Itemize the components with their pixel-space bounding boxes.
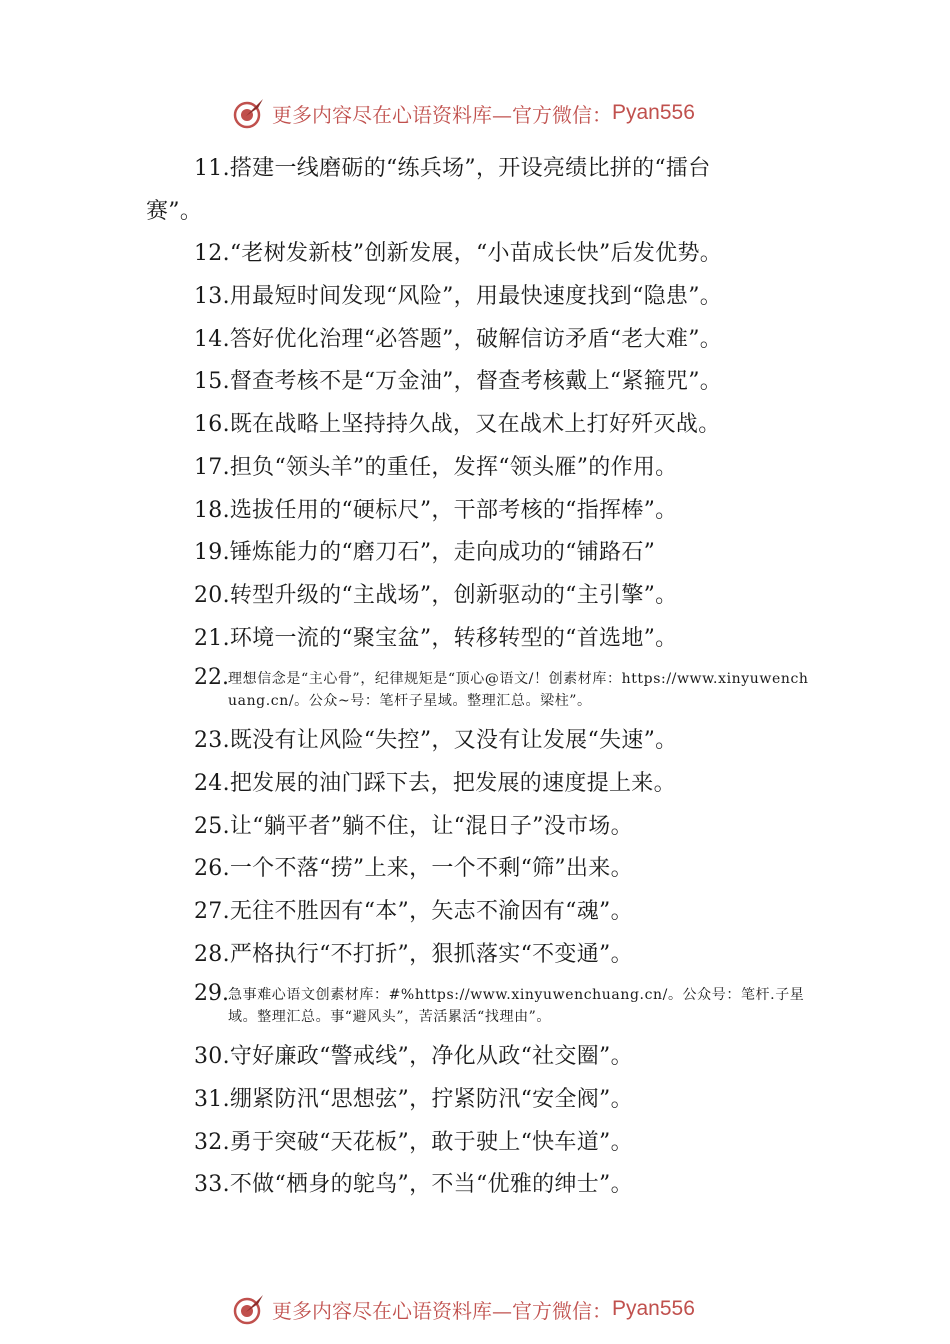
- banner-text: 更多内容尽在心语资料库—官方微信：: [272, 1298, 612, 1323]
- list-item-28: 28.严格执行“不打折”，狠抓落实“不变通”。: [194, 941, 633, 967]
- list-item-31: 31.绷紧防汛“思想弦”，拧紧防汛“安全阀”。: [194, 1087, 633, 1113]
- quill-logo-icon: [232, 96, 266, 130]
- list-item-16: 16.既在战略上坚持持久战，又在战术上打好歼灭战。: [194, 412, 721, 438]
- list-item-12: 12.“老树发新枝”创新发展，“小苗成长快”后发优势。: [194, 241, 723, 267]
- banner-wechat-id: Pyan556: [612, 101, 695, 124]
- quill-logo-icon: [232, 1292, 266, 1326]
- list-item-26: 26.一个不落“捞”上来，一个不剩“筛”出来。: [194, 856, 633, 882]
- list-item-29: [146, 976, 806, 1036]
- list-item-22-number: 22.: [194, 665, 229, 691]
- list-item-18: 18.选拔任用的“硬标尺”，干部考核的“指挥棒”。: [194, 497, 678, 523]
- banner-wechat-id: Pyan556: [612, 1297, 695, 1320]
- list-item-27: 27.无往不胜因有“本”，矢志不渝因有“魂”。: [194, 899, 633, 924]
- list-item-13: 13.用最短时间发现“风险”，用最快速度找到“隐患”。: [194, 284, 723, 310]
- list-item-22: [146, 660, 809, 720]
- list-item-15: 15.督查考核不是“万金油”，督查考核戴上“紧箍咒”。: [194, 369, 723, 395]
- footer-banner: [232, 1292, 695, 1326]
- list-item-29-text: 急事难心语文创素材库：#%https://www.xinyuwenchuang.cn/。公众号：笔杆.子星域。整理汇总。事“避风头”，苦活累活“找理由”。: [228, 987, 805, 1026]
- list-item-17: 17.担负“领头羊”的重任，发挥“领头雁”的作用。: [194, 454, 678, 480]
- list-item-11-cont: 赛”。: [146, 198, 203, 224]
- list-item-14: 14.答好优化治理“必答题”，破解信访矛盾“老大难”。: [194, 326, 723, 352]
- header-banner: [232, 96, 695, 130]
- list-item-20: 20.转型升级的“主战场”，创新驱动的“主引擎”。: [194, 582, 678, 608]
- list-item-29-number: 29.: [194, 981, 229, 1007]
- list-item-19: 19.锤炼能力的“磨刀石”，走向成功的“铺路石”: [194, 540, 656, 566]
- list-item-33: 33.不做“栖身的鸵鸟”，不当“优雅的绅士”。: [194, 1172, 633, 1198]
- list-item-21: 21.环境一流的“聚宝盆”，转移转型的“首选地”。: [194, 625, 678, 651]
- list-item-11: 11.搭建一线磨砺的“练兵场”，开设亮绩比拼的“擂台: [194, 156, 711, 181]
- list-item-24: 24.把发展的油门踩下去，把发展的速度提上来。: [194, 770, 676, 796]
- document-body: [146, 148, 809, 1207]
- list-item-30: 30.守好廉政“警戒线”，净化从政“社交圈”。: [194, 1044, 633, 1070]
- list-item-25: 25.让“躺平者”躺不住，让“混日子”没市场。: [194, 813, 633, 839]
- list-item-23: 23.既没有让风险“失控”，又没有让发展“失速”。: [194, 728, 678, 754]
- banner-text: 更多内容尽在心语资料库—官方微信：: [272, 102, 612, 127]
- list-item-22-text: 理想信念是“主心骨”，纪律规矩是“顶心@语文/！创素材库：https://www.xinyuwenchuang.cn/。公众~号：笔杆子星域。整理汇总。梁柱”。: [228, 671, 809, 710]
- list-item-32: 32.勇于突破“天花板”，敢于驶上“快车道”。: [194, 1129, 633, 1155]
